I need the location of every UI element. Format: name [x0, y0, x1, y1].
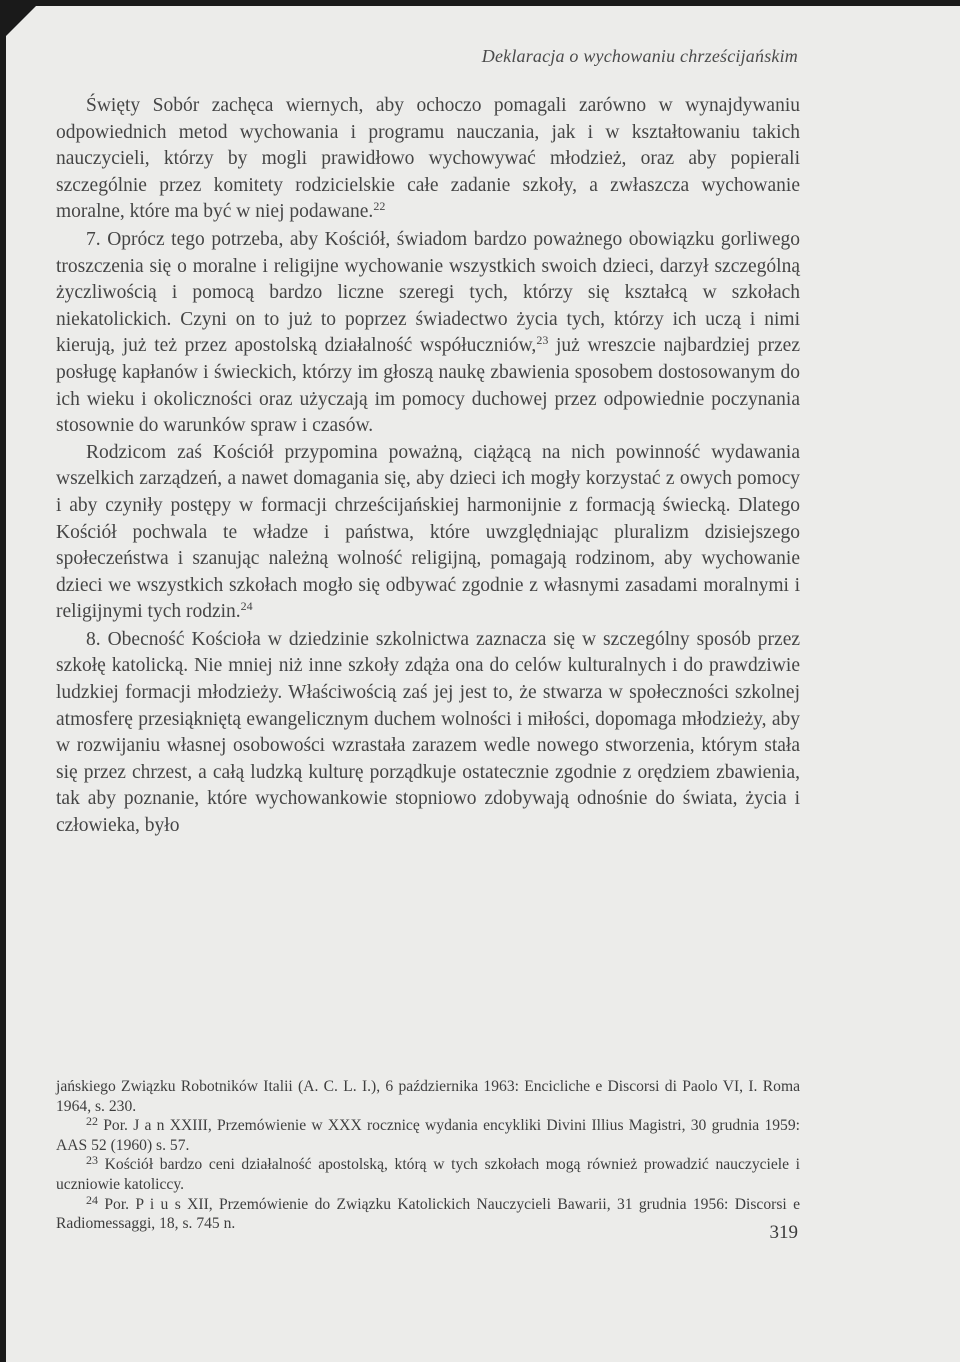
paragraph-2: [56, 227, 800, 440]
body-text: [56, 93, 800, 840]
running-head: Deklaracja o wychowaniu chrześcijańskim: [481, 46, 798, 66]
footnote-continued: [56, 1077, 800, 1116]
footnote-number: 24: [86, 1192, 98, 1207]
scan-edge-top: [0, 0, 960, 6]
footnotes: [56, 1077, 800, 1234]
footnote-text: Kościół bardzo ceni działalność apostolską, którą w tych szkołach mogą również prowadzić nauczyciele i uczniowie katoliccy.: [56, 1156, 801, 1193]
footnote-number: 23: [86, 1153, 98, 1168]
scan-corner: [0, 0, 42, 42]
footnote-ref: 23: [536, 333, 549, 348]
footnote-ref: 24: [240, 599, 253, 614]
scan-edge-left: [0, 0, 6, 1362]
footnote-22: [56, 1116, 800, 1155]
paragraph-text: 8. Obecność Kościoła w dziedzinie szkolnictwa zaznacza się w szczególny sposób przez szkołę katolicką. Nie mniej niż inne szkoły zdąża ona do celów kulturalnych i do prawdziwie ludzkiej formacji młodzieży. Właściwością zaś jej jest to, że stwarza w społeczności szkolnej atmosferę przesiąkniętą ewangelicznym duchem wolności i miłości, dopomaga młodzieży, aby w rozwijaniu własnej osobowości wzrastała zarazem wedle nowego stworzenia, którym stała się przez chrzest, a całą ludzką kulturę porządkuje ostatecznie zgodnie z orędziem zbawienia, tak aby poznanie, które wychowankowie stopniowo zdobywają odnośnie do świata, życia i człowieka, było: [56, 628, 800, 837]
page-number: 319: [769, 1222, 798, 1243]
paragraph-text: 7. Oprócz tego potrzeba, aby Kościół, świadom bardzo poważnego obowiązku gorliwego troszczenia się o moralne i religijne wychowanie wszystkich swoich dzieci, darzył szczególną życzliwością i pomocą bardzo liczne szeregi tych, którzy się kształcą w szkołach niekatolickich. Czyni on to już to poprzez świadectwo życia tych, którzy ich uczą i nimi kierują, już też przez apostolską działalność współuczniów,: [56, 228, 800, 357]
footnote-number: 22: [86, 1114, 98, 1129]
footnote-24: [56, 1192, 800, 1234]
paragraph-3: [56, 440, 800, 626]
paragraph-1: [56, 93, 800, 226]
paragraph-text: Święty Sobór zachęca wiernych, aby ochoczo pomagali zarówno w wynajdywaniu odpowiednich metod wychowania i programu nauczania, jak i w kształtowaniu takich nauczycieli, którzy by mogli prawidłowo wychowywać młodzież, oraz aby popierali szczególnie przez komitety rodzicielskie całe zadanie szkoły, a zwłaszcza wychowanie moralne, które ma być w niej podawane.: [56, 95, 800, 223]
footnote-23: [56, 1155, 800, 1194]
footnote-text: Por. J a n XXIII, Przemówienie w XXX rocznicę wydania encykliki Divini Illius Magistri, 30 grudnia 1959: AAS 52 (1960) s. 57.: [56, 1117, 800, 1154]
footnote-ref: 22: [373, 199, 386, 214]
paragraph-text-continued: już wreszcie najbardziej przez posługę kapłanów i świeckich, którzy im głoszą naukę zbawienia sposobem dostosowanym do ich wieku i okoliczności oraz użyczają im pomocy duchowej przez odpowiednie poczynania stosownie do warunków spraw i czasów.: [56, 335, 800, 437]
paragraph-text: Rodzicom zaś Kościół przypomina poważną, ciążącą na nich powinność wydawania wszelkich zarządzeń, a nawet domagania się, aby dzieci ich mogły korzystać z owych pomocy i aby czyniły postępy w formacji chrześcijańskiej harmonijnie z formacją świecką. Dlatego Kościół pochwala te władze i państwa, które uwzględniając pluralizm dzisiejszego społeczeństwa i szanując należną wolność religijną, pomagają rodzinom, aby wychowanie dzieci we wszystkich szkołach mogło się odbywać zgodnie z własnymi zasadami moralnymi i religijnymi tych rodzin.: [56, 441, 800, 623]
footnote-text: Por. P i u s XII, Przemówienie do Związku Katolickich Nauczycieli Bawarii, 31 grudnia 1956: Discorsi e Radiomessaggi, 18, s. 745 n.: [56, 1195, 800, 1233]
paragraph-4: [56, 627, 800, 840]
footnote-text: jańskiego Związku Robotników Italii (A. C. L. I.), 6 października 1963: Encicliche e Discorsi di Paolo VI, I. Roma 1964, s. 230.: [56, 1078, 800, 1115]
